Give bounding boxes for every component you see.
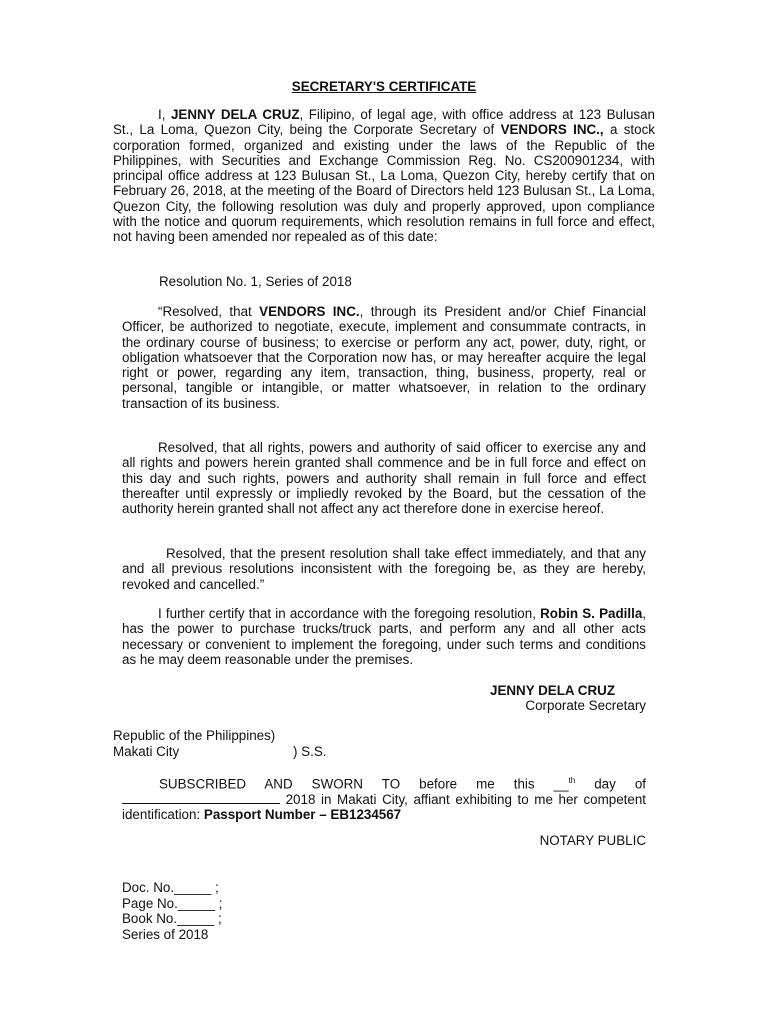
document-title: SECRETARY'S CERTIFICATE (291, 79, 477, 94)
page-no: Page No._____ ; (122, 895, 223, 911)
signatory-title: Corporate Secretary (525, 698, 646, 713)
series-year: Series of 2018 (122, 926, 209, 942)
notarial-registry (122, 880, 223, 942)
signatory-name: JENNY DELA CRUZ (490, 683, 615, 698)
venue-ss: ) S.S. (293, 744, 327, 759)
jurat-text-2: day of (575, 776, 646, 792)
certify-text-1: I further certify that in accordance with the foregoing resolution, (158, 606, 541, 621)
resolution-clause-3: Resolved, that the present resolution shall take effect immediately, and that any and all previous resolutions inconsistent with the foregoing be, as they are hereby, revoked and cancelled.” (122, 546, 646, 592)
book-no: Book No._____ ; (122, 911, 222, 926)
passport-number: Passport Number – EB1234567 (203, 807, 402, 823)
intro-text-2: , Filipino, of legal age, with office address at 123 Bulusan St., La Loma, Quezon City, being the Corporate Secretary of (113, 107, 656, 138)
intro-text-3: a stock corporation formed, organized and existing under the laws of the Republic of the Philippines, with Securities and Exchange Commission Reg. No. CS200901234, with principal office address at 123 Bulusan St., La Loma, Quezon City, hereby certify that on February 26, 2018, at the meeting of the Board of Directors held 123 Bulusan St., La Loma, Quezon City, the following resolution was duly and properly approved, upon compliance with the notice and quorum requirements, which resolution remains in full force and effect, not having been amended nor repealed as of this date: (113, 122, 655, 245)
secretary-name: JENNY DELA CRUZ (170, 107, 300, 122)
resolution-number: Resolution No. 1, Series of 2018 (159, 274, 352, 289)
certify-text-2: , has the power to purchase trucks/truck parts, and perform any and all other acts necessary or convenient to implement the foregoing, under such terms and conditions as he may deem reasonable under the premises. (122, 606, 646, 667)
notary-public-label: NOTARY PUBLIC (539, 833, 646, 848)
venue-country: Republic of the Philippines) (113, 728, 276, 743)
intro-paragraph (113, 107, 655, 245)
resolution-clause-2: Resolved, that all rights, powers and authority of said officer to exercise any and all rights and powers herein granted shall commence and be in full force and effect on this day and such rights, powers and authority shall remain in full force and effect thereafter until expressly or impliedly revoked by the Board, but the cessation of the authority herein granted shall not affect any act therefore done in exercise hereof. (122, 440, 646, 517)
authorized-person-name: Robin S. Padilla (540, 606, 643, 621)
resolution-clause-1 (122, 304, 646, 411)
doc-no: Doc. No._____ ; (122, 880, 219, 895)
res1-company-name: VENDORS INC. (259, 304, 360, 319)
date-blank-line (122, 792, 280, 804)
certification-paragraph (122, 606, 646, 667)
res1-text-1: “Resolved, that (158, 304, 260, 319)
venue-city: Makati City (113, 744, 180, 759)
res1-text-2: , through its President and/or Chief Financial Officer, be authorized to negotiate, execute, implement and consummate contracts, in the ordinary course of business; to exercise or perform any act, power, duty, right, or obligation whatsoever that the Corporation now has, or may hereafter acquire the legal right or power, regarding any item, transaction, thing, business, property, real or personal, tangible or intangible, or matter whatsoever, in relation to the ordinary transaction of its business. (122, 304, 646, 411)
intro-text-1: I, (158, 107, 171, 122)
jurat-text-3: 2018 in Makati City, affiant exhibiting to me her competent identification: (122, 791, 646, 823)
jurat-text-1: SUBSCRIBED AND SWORN TO before me this __ (159, 776, 569, 792)
jurat-paragraph (122, 773, 646, 822)
company-name: VENDORS INC., (500, 122, 604, 138)
ordinal-suffix: th (568, 776, 576, 785)
